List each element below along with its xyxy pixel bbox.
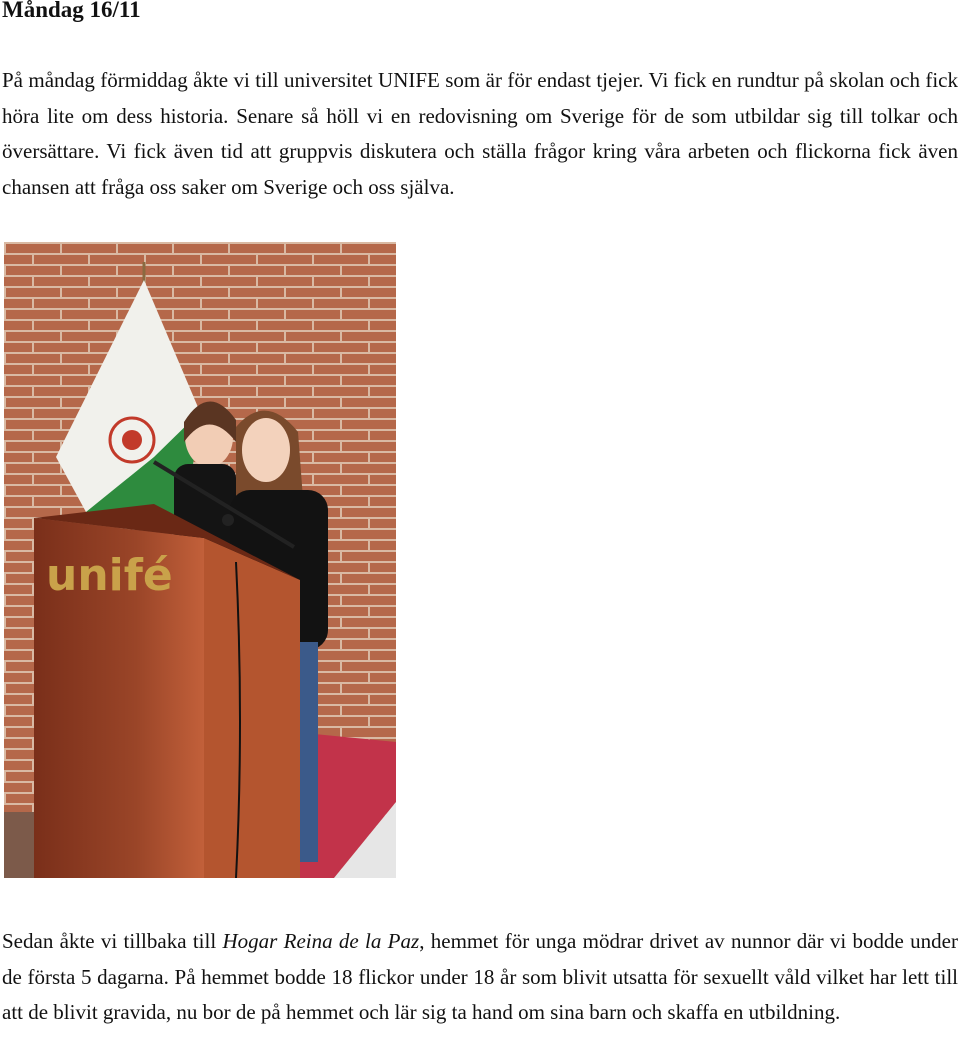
paragraph-1: På måndag förmiddag åkte vi till universitet UNIFE som är för endast tjejer. Vi fick en rundtur på skolan och fick höra lite om dess historia. Senare så höll vi en redovisning om Sverige för de som utbildar sig till tolkar och översättare. Vi fick även tid att gruppvis diskutera och ställa frågor kring våra arbeten och flickorna fick även chansen att fråga oss saker om Sverige och oss själva.	[2, 68, 958, 199]
page-heading: Måndag 16/11	[2, 0, 141, 22]
podium-logo: unifé	[46, 550, 173, 601]
paragraph-2-after: , hemmet för unga mödrar drivet av nunnor där vi bodde under de första 5 dagarna. På hemmet bodde 18 flickor under 18 år som blivit utsatta för sexuellt våld vilket har lett till att de blivit gravida, nu bor de på hemmet och lär sig ta hand om sina barn och skaffa en utbildning.	[2, 929, 958, 1024]
paragraph-2	[2, 924, 958, 1031]
paragraph-2-before: Sedan åkte vi tillbaka till	[2, 929, 223, 953]
photo-presentation	[4, 242, 396, 878]
place-name: Hogar Reina de la Paz	[222, 929, 420, 953]
